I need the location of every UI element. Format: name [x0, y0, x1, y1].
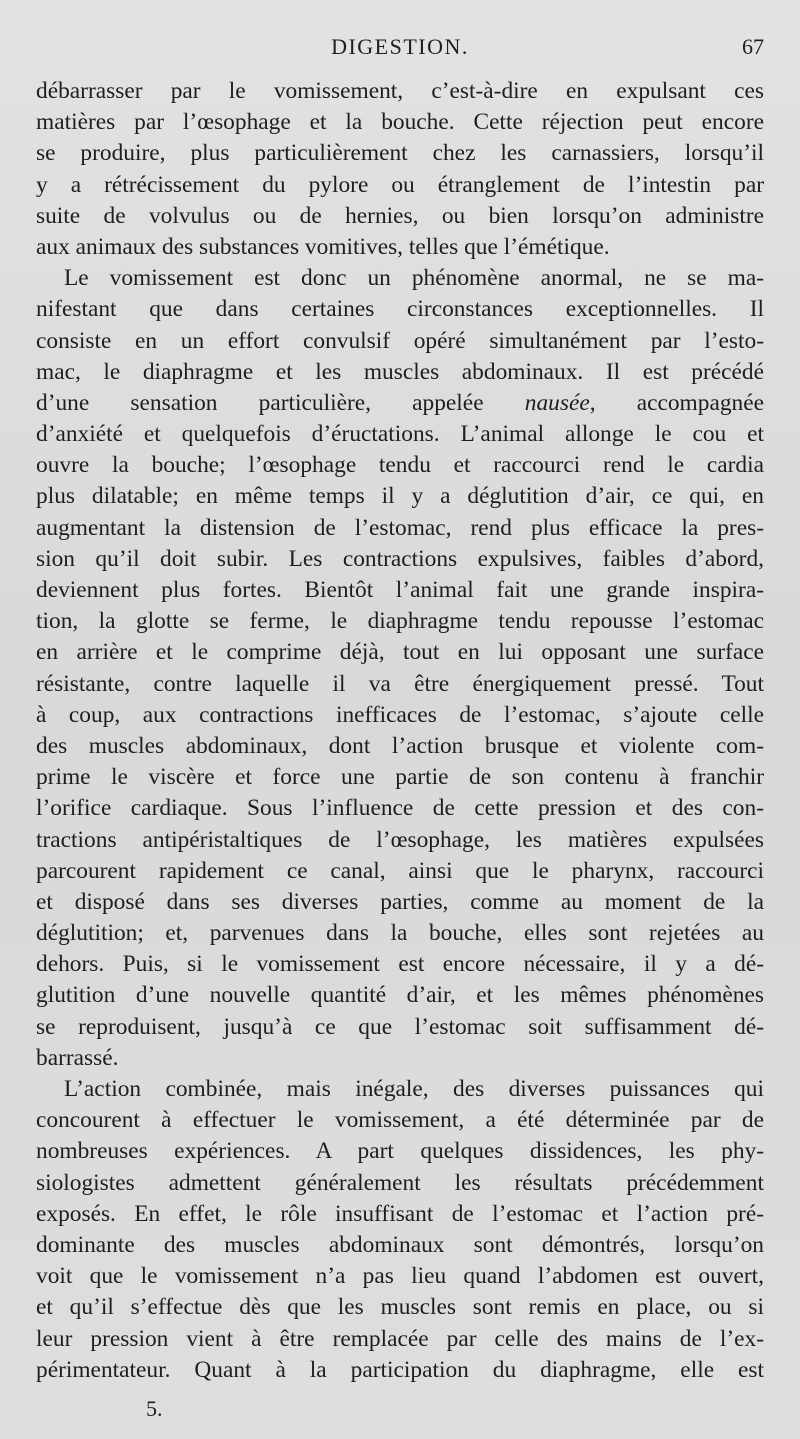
text-line: siologistes admettent généralement les résultats précédemment [36, 1169, 764, 1196]
text-line: exposés. En effet, le rôle insuffisant de l’estomac et l’action pré- [36, 1200, 764, 1227]
text-line: L’action combinée, mais inégale, des diverses puissances qui [64, 1076, 764, 1102]
text-line: mac, le diaphragme et les muscles abdominaux. Il est précédé [36, 358, 764, 385]
text-line: ouvre la bouche; l’œsophage tendu et raccourci rend le cardia [36, 452, 764, 479]
text-line: voit que le vomissement n’a pas lieu quand l’abdomen est ouvert, [36, 1263, 764, 1290]
text-line: matières par l’œsophage et la bouche. Cette réjection peut encore [36, 109, 764, 136]
text-line: deviennent plus fortes. Bientôt l’animal fait une grande inspira- [36, 577, 764, 603]
running-title: DIGESTION. [331, 34, 469, 59]
text-line: barrassé. [36, 1044, 119, 1071]
text-line: se reproduisent, jusqu’à ce que l’estomac soit suffisamment dé- [36, 1013, 764, 1040]
text-line: des muscles abdominaux, dont l’action brusque et violente com- [36, 732, 764, 759]
text-line: nombreuses expériences. A part quelques dissidences, les phy- [36, 1138, 764, 1165]
text-line: à coup, aux contractions inefficaces de l’estomac, s’ajoute celle [36, 701, 764, 728]
text-line: augmentant la distension de l’estomac, rend plus efficace la pres- [36, 514, 764, 541]
text-line: aux animaux des substances vomitives, telles que l’émétique. [36, 233, 610, 260]
text-line: tion, la glotte se ferme, le diaphragme tendu repousse l’estomac [36, 608, 764, 635]
text-line: glutition d’une nouvelle quantité d’air, et les mêmes phénomènes [36, 982, 764, 1009]
italic-term: nausée [524, 389, 590, 416]
text-line: et qu’il s’effectue dès que les muscles sont remis en place, ou si [36, 1294, 764, 1321]
text-line: suite de volvulus ou de hernies, ou bien lorsqu’on administre [36, 202, 764, 229]
text-line: concourent à effectuer le vomissement, a été déterminée par de [36, 1107, 764, 1134]
text-line: et disposé dans ses diverses parties, comme au moment de la [36, 888, 764, 915]
text-line: nifestant que dans certaines circonstances exceptionnelles. Il [36, 296, 764, 323]
text-line: y a rétrécissement du pylore ou étranglement de l’intestin par [36, 171, 764, 198]
text-line: dominante des muscles abdominaux sont démontrés, lorsqu’on [36, 1231, 764, 1258]
page-number: 67 [742, 34, 764, 59]
text-line: d’une sensation particulière, appelée nausée, accompagnée [36, 389, 764, 416]
text-line: périmentateur. Quant à la participation du diaphragme, elle est [36, 1356, 764, 1383]
text-line: Le vomissement est donc un phénomène anormal, ne se ma- [64, 265, 764, 292]
text-line: dehors. Puis, si le vomissement est encore nécessaire, il y a dé- [36, 951, 764, 978]
text-line: leur pression vient à être remplacée par celle des mains de l’ex- [36, 1325, 764, 1352]
body-text [36, 76, 764, 1386]
text-line: déglutition; et, parvenues dans la bouche, elles sont rejetées au [36, 920, 764, 947]
text-line: plus dilatable; en même temps il y a déglutition d’air, ce qui, en [36, 483, 764, 510]
text-line: se produire, plus particulièrement chez les carnassiers, lorsqu’il [36, 140, 764, 167]
text-line: d’anxiété et quelquefois d’éructations. L’animal allonge le cou et [36, 421, 764, 448]
text-line: débarrasser par le vomissement, c’est-à-dire en expulsant ces [36, 78, 764, 104]
text-line: l’orifice cardiaque. Sous l’influence de cette pression et des con- [36, 795, 764, 822]
page-header [36, 30, 764, 64]
text-line: prime le viscère et force une partie de son contenu à franchir [36, 764, 764, 791]
signature-mark: 5. [146, 1396, 163, 1421]
text-line: résistante, contre laquelle il va être énergiquement pressé. Tout [36, 670, 764, 697]
text-line: parcourent rapidement ce canal, ainsi que le pharynx, raccourci [36, 857, 764, 884]
text-line: en arrière et le comprime déjà, tout en lui opposant une surface [36, 639, 764, 666]
text-line: sion qu’il doit subir. Les contractions expulsives, faibles d’abord, [36, 545, 764, 572]
text-line: tractions antipéristaltiques de l’œsophage, les matières expulsées [36, 826, 764, 853]
text-line: consiste en un effort convulsif opéré simultanément par l’esto- [36, 327, 764, 354]
